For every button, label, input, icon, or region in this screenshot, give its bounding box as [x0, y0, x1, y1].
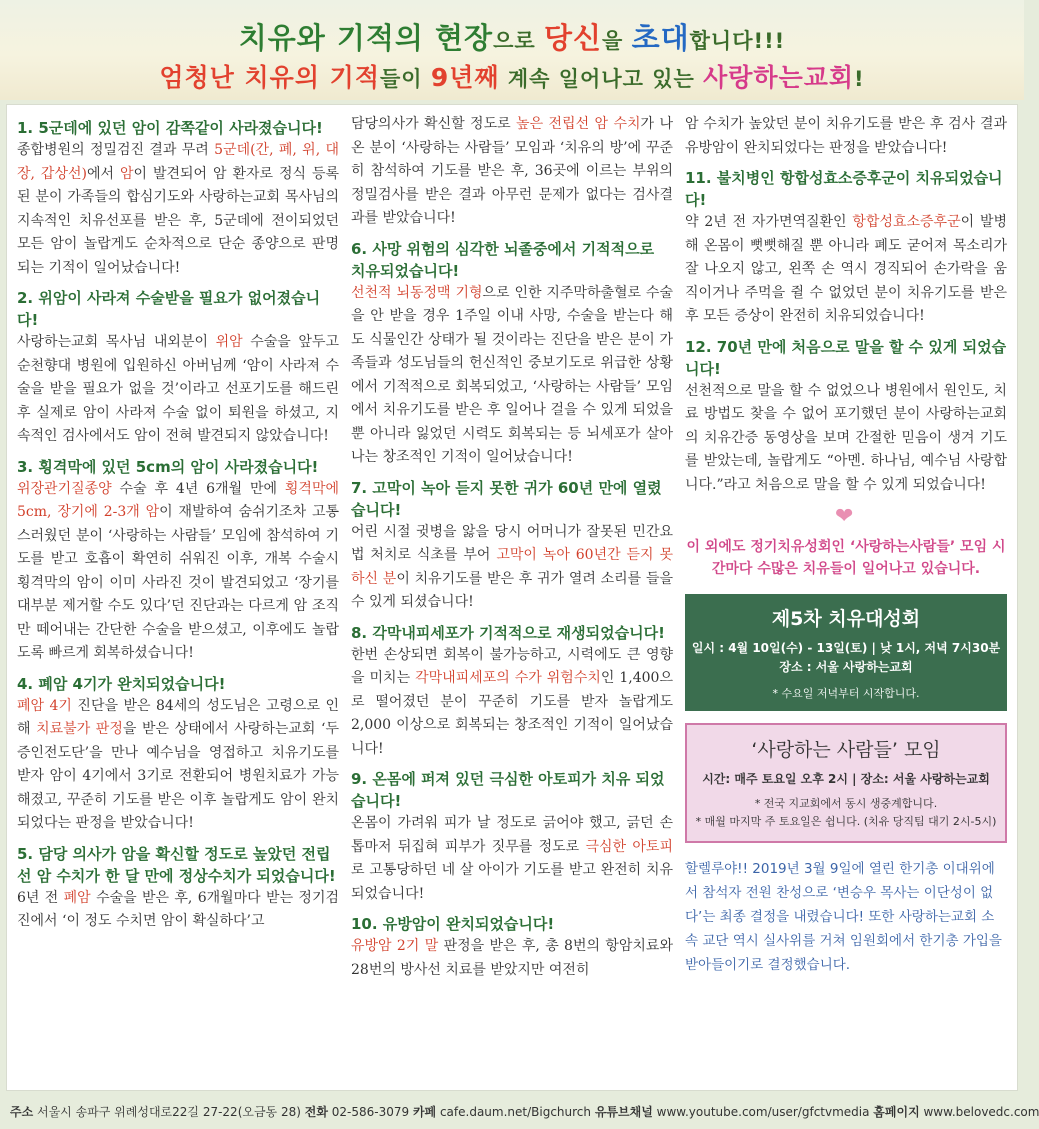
highlight-text: 위장관기질종양: [17, 480, 112, 497]
headline-segment: 초대: [631, 21, 690, 55]
highlight-text: 높은 전립선 암 수치: [516, 116, 641, 132]
highlight-text: 각막내피세포의 수가 위험수치: [415, 670, 601, 686]
revival-place: 장소 : 서울 사랑하는교회: [779, 660, 913, 674]
content-area: [6, 104, 1018, 1091]
testimony-text: [17, 695, 339, 836]
heart-divider: [685, 504, 1007, 530]
highlight-text: 치료불가 판정: [36, 721, 123, 737]
testimony-heading: 12. 70년 만에 처음으로 말을 할 수 있게 되었습니다!: [685, 337, 1007, 378]
footer-key: 유튜브채널: [594, 1105, 653, 1119]
revival-title: 제5차 치유대성회: [771, 608, 921, 630]
body-text: 어린 시절 귓병을 앓을 당시 어머니가 잘못된 민간요법 처치로 식초를 부어: [351, 523, 673, 563]
testimony-heading: 4. 폐암 4기가 완치되었습니다!: [17, 674, 226, 693]
footer-value: 서울시 송파구 위례성대로22길 27-22(오금동 28): [33, 1105, 301, 1119]
testimony-text: [17, 331, 339, 449]
footer-value: www.belovedc.com: [919, 1105, 1039, 1119]
column-middle: [351, 113, 673, 989]
highlight-text: 고막이 녹아 60년간 듣지 못하신 분: [351, 547, 673, 587]
pink-note: 이 외에도 정기치유성회인 ‘사랑하는사람들’ 모임 시간마다 수많은 치유들이 일어나고 있습니다.: [686, 539, 1006, 577]
testimony-text: [685, 113, 1007, 160]
footer-value: cafe.daum.net/Bigchurch: [436, 1105, 592, 1119]
testimony-text: [351, 282, 673, 470]
highlight-text: 선천적 뇌동정맥 기형: [351, 284, 483, 301]
body-text: 선천적으로 말을 할 수 없었으나 병원에서 원인도, 치료 방법도 찾을 수 없어 포기했던 분이 사랑하는교회의 치유간증 동영상을 보며 간절한 믿음이 생겨 기도를 받았는데, 놀랍게도 “아멘. 하나님, 예수님 사랑합니다.”라고 처음으로 말을 할 수 있게 되었습니다!: [685, 382, 1007, 493]
body-text: 약 2년 전 자가면역질환인: [685, 214, 853, 230]
column-left: [17, 113, 339, 941]
body-text: 종합병원의 정밀검진 결과 무려: [17, 142, 215, 158]
body-text: 이 재발하여 숨쉬기조차 고통스러웠던 분이 ‘사랑하는 사람들’ 모임에 참석하여 기도를 받고 호흡이 확연히 쉬워진 이후, 개복 수술시 횡격막의 암이 이미 사라진 것이 발견되었고 ‘장기를 대부분 제거할 수도 있다’던 진단과는 다르게 암 조직만 떼어내는 간단한 수술을 받으셨고, 이후에도 놀랍도록 빠르게 회복하셨습니다!: [17, 504, 339, 661]
headline-segment: 으로: [493, 29, 544, 53]
testimony-text: [351, 935, 673, 982]
headline-segment: 당신: [543, 21, 602, 55]
testimony-text: [17, 887, 339, 934]
testimony-heading: 6. 사망 위험의 심각한 뇌졸중에서 기적적으로 치유되었습니다!: [351, 239, 655, 280]
heart-cross-icon: ❤: [835, 504, 854, 529]
footer-key: 전화: [304, 1105, 328, 1119]
footer-contact: [0, 1095, 1039, 1129]
headline-segment: 합니다!!!: [689, 29, 786, 53]
body-text: 인 1,400으로 떨어졌던 분이 꾸준히 기도를 받자 놀랍게도 2,000 이상으로 회복되는 창조적인 기적이 일어났습니다!: [351, 670, 673, 757]
testimony-heading: 8. 각막내피세포가 기적적으로 재생되었습니다!: [351, 623, 665, 642]
meeting-note-2: * 매월 마지막 주 토요일은 쉽니다. (치유 당직팀 대기 2시-5시): [695, 815, 997, 828]
testimony-heading: 11. 불치병인 항합성효소증후군이 치유되었습니다!: [685, 169, 1003, 209]
meeting-title: ‘사랑하는 사람들’ 모임: [751, 739, 941, 761]
highlight-text: 극심한 아토피: [585, 838, 673, 855]
highlight-text: 암: [119, 165, 134, 182]
highlight-text: 유방암 2기 말: [351, 938, 439, 954]
testimony-text: [351, 521, 673, 615]
meeting-info: 시간: 매주 토요일 오후 2시 | 장소: 서울 사랑하는교회: [702, 772, 990, 786]
body-text: 6년 전: [17, 889, 64, 906]
headline-invite: [0, 16, 1024, 57]
headline-segment: 들이: [379, 67, 431, 91]
headline-segment: 9년째: [430, 63, 500, 92]
column-right: [685, 113, 1007, 977]
testimony-text: [17, 478, 339, 666]
highlight-text: 횡격막에 5cm, 장기에 2-3개 암: [17, 480, 339, 520]
footer-key: 카페: [412, 1105, 437, 1119]
footer-key: 주소: [10, 1105, 34, 1119]
highlight-text: 위암: [215, 334, 243, 350]
testimony-heading: 10. 유방암이 완치되었습니다!: [351, 915, 555, 933]
revival-note: * 수요일 저녁부터 시작합니다.: [772, 687, 920, 700]
body-text: 을 받은 상태에서 사랑하는교회 ‘두증인전도단’을 만나 예수님을 영접하고 치유기도를 받자 암이 4기에서 3기로 전환되어 병원치료가 가능해졌고, 꾸준히 기도를 받은 이후 놀랍게도 암이 완치되었다는 판정을 받았습니다!: [17, 721, 339, 831]
body-text: 수술 후 4년 6개월 만에: [111, 480, 285, 497]
body-text: 로 고통당하던 네 살 아이가 기도를 받고 완전히 치유되었습니다!: [351, 862, 673, 902]
body-text: 한번 손상되면 회복이 불가능하고, 시력에도 큰 영향을 미치는: [351, 646, 673, 686]
body-text: 이 치유기도를 받은 후 귀가 열려 소리를 들을 수 있게 되셨습니다!: [351, 570, 673, 610]
hallelujah-notice: 할렐루야!! 2019년 3월 9일에 열린 한기총 이대위에서 참석자 전원 찬성으로 ‘변승우 목사는 이단성이 없다’는 최종 결정을 내렸습니다! 또한 사랑하는교회 소속 교단 역시 실사위를 거쳐 임원회에서 한기총 가입을 받아들이기로 결정했습니다.: [685, 861, 1002, 973]
testimony-heading: 5. 담당 의사가 암을 확신할 정도로 높았던 전립선 암 수치가 한 달 만에 정상수치가 되었습니다!: [17, 844, 336, 885]
testimony-heading: 1. 5군데에 있던 암이 감쪽같이 사라졌습니다!: [17, 119, 323, 137]
highlight-text: 폐암 4기: [17, 697, 72, 714]
testimony-text: [351, 644, 673, 762]
footer-value: www.youtube.com/user/gfctvmedia: [652, 1105, 870, 1119]
headline-segment: 엄청난 치유의 기적: [159, 63, 380, 92]
highlight-text: 폐암: [63, 889, 91, 906]
testimony-text: [685, 380, 1007, 498]
highlight-text: 항합성효소증후군: [852, 214, 961, 230]
testimony-text: [351, 812, 673, 906]
testimony-text: [17, 139, 339, 280]
body-text: 수술을 앞두고 순천향대 병원에 입원하신 아버님께 ‘암이 사라져 수술을 받을 필요가 없을 것’이라고 선포기도를 해드린 후 실제로 암이 사라져 수술 없이 퇴원을 하셨고, 지속적인 검사에서도 암이 전혀 발견되지 않았습니다!: [17, 334, 339, 444]
headline-segment: 치유와 기적의 현장: [238, 21, 494, 55]
body-text: 온몸이 가려워 피가 날 정도로 긁어야 했고, 긁던 손톱마저 뒤집혀 피부가 짓무를 정도로: [351, 815, 673, 855]
body-text: 이 발병해 온몸이 뻣뻣해질 뿐 아니라 폐도 굳어져 목소리가 잘 나오지 않고, 왼쪽 손 역시 경직되어 손가락을 움직이거나 주먹을 쥘 수 없었던 분이 치유기도를 받은 후 모든 증상이 완전히 치유되었습니다!: [685, 214, 1007, 324]
headline-church: [0, 58, 1024, 94]
header-banner: [0, 0, 1024, 100]
headline-segment: !: [854, 67, 865, 91]
meeting-box: [685, 723, 1007, 843]
body-text: 이 발견되어 암 환자로 정식 등록된 분이 가족들의 합심기도와 사랑하는교회 목사님의 지속적인 치유선포를 받은 후, 5군데에 전이되었던 모든 암이 놀랍게도 순차적으로 단순 종양으로 판명되는 기적이 일어났습니다!: [17, 165, 340, 276]
testimony-heading: 9. 온몸에 퍼져 있던 극심한 아토피가 치유 되었습니다!: [351, 770, 665, 810]
testimony-heading: 7. 고막이 녹아 듣지 못한 귀가 60년 만에 열렸습니다!: [351, 478, 662, 519]
headline-segment: 계속 일어나고 있는: [499, 67, 704, 91]
headline-segment: 사랑하는교회: [703, 63, 855, 92]
revival-box: [685, 594, 1007, 711]
body-text: 담당의사가 확신할 정도로: [351, 116, 517, 132]
body-text: 판정을 받은 후, 총 8번의 항암치료와 28번의 방사선 치료를 받았지만 여전히: [351, 938, 673, 978]
testimony-text: [685, 211, 1007, 329]
body-text: 에서: [86, 165, 120, 182]
headline-segment: 을: [602, 29, 632, 53]
footer-key: 홈페이지: [873, 1105, 920, 1119]
body-text: 가 나온 분이 ‘사랑하는 사람들’ 모임과 ‘치유의 방’에 꾸준히 참석하여 기도를 받은 후, 36곳에 이르는 부위의 정밀검사를 받은 결과 아무런 문제가 없다는 검사결과를 받았습니다!: [351, 116, 673, 226]
body-text: 으로 인한 지주막하출혈로 수술을 안 받을 경우 1주일 이내 사망, 수술을 받는다 해도 식물인간 상태가 될 것이라는 진단을 받은 분이 가족들과 성도님들의 헌신적인 중보기도로 위급한 상황에서 기적적으로 회복되었고, ‘사랑하는 사람들’ 모임에서 치유기도를 받은 후 일어나 걸을 수 있게 되었을 뿐 아니라 잃었던 시력도 회복되는 등 뇌세포가 살아나는 창조적인 기적이 일어났습니다!: [351, 284, 673, 465]
testimony-text: [351, 113, 673, 231]
revival-schedule: 일시 : 4월 10일(수) - 13일(토) | 낮 1시, 저녁 7시30분: [691, 641, 1001, 655]
meeting-note-1: * 전국 지교회에서 동시 생중계합니다.: [754, 797, 938, 810]
highlight-text: 5군데(간, 폐, 위, 대장, 갑상선): [17, 142, 339, 182]
body-text: 진단을 받은 84세의 성도님은 고령으로 인해: [17, 697, 339, 737]
testimony-heading: 3. 횡격막에 있던 5cm의 암이 사라졌습니다!: [17, 457, 319, 476]
body-text: 암 수치가 높았던 분이 치유기도를 받은 후 검사 결과 유방암이 완치되었다는 판정을 받았습니다!: [685, 116, 1007, 156]
footer-value: 02-586-3079: [327, 1105, 410, 1119]
testimony-heading: 2. 위암이 사라져 수술받을 필요가 없어졌습니다!: [17, 289, 321, 329]
body-text: 사랑하는교회 목사님 내외분이: [17, 334, 216, 350]
body-text: 수술을 받은 후, 6개월마다 받는 정기검진에서 ‘이 정도 수치면 암이 확실하다’고: [17, 889, 340, 929]
